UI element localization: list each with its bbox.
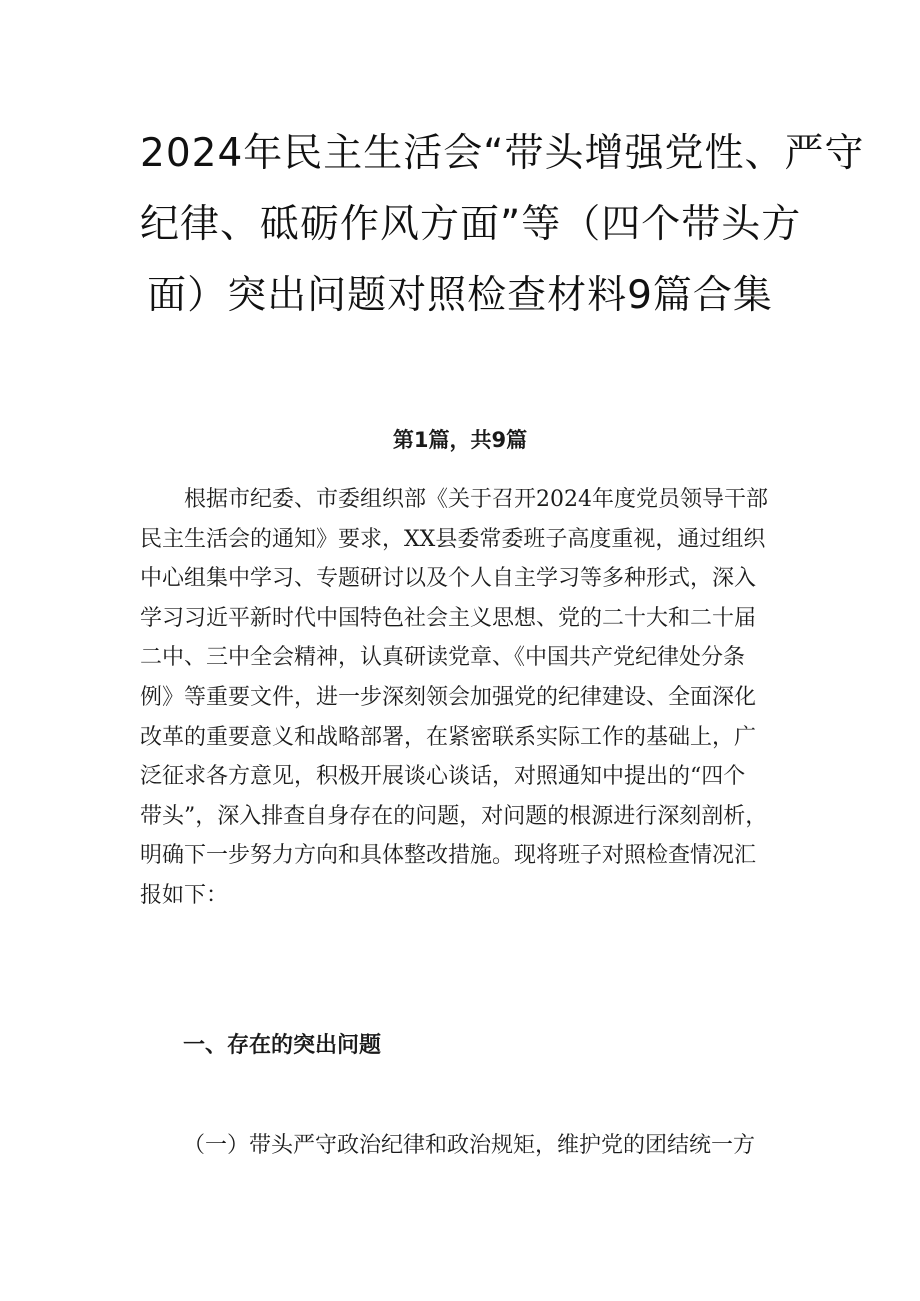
paragraph-line: 二中、三中全会精神，认真研读党章、《中国共产党纪律处分条 — [140, 645, 746, 671]
paragraph-line: 根据市纪委、市委组织部《关于召开2024年度党员领导干部 — [140, 487, 768, 512]
paragraph-line: 改革的重要意义和战略部署，在紧密联系实际工作的基础上，广 — [140, 724, 757, 750]
section-heading: 一、存在的突出问题 — [183, 1033, 382, 1058]
paragraph-line: 报如下： — [140, 882, 229, 908]
part-label: 第1篇，共9篇 — [392, 428, 528, 452]
paragraph-line: 中心组集中学习、专题研讨以及个人自主学习等多种形式，深入 — [140, 566, 757, 592]
paragraph-line: 学习习近平新时代中国特色社会主义思想、党的二十大和二十届 — [140, 605, 757, 631]
intro-paragraph — [140, 480, 800, 916]
document-title — [140, 118, 865, 331]
title-line: 纪律、砥砺作风方面”等（四个带头方 — [140, 202, 802, 247]
title-line: 2024年民主生活会“带头增强党性、严守 — [140, 131, 865, 176]
subsection-heading: （一）带头严守政治纪律和政治规矩，维护党的团结统一方 — [183, 1133, 756, 1158]
paragraph-line: 带头”，深入排查自身存在的问题，对问题的根源进行深刻剖析， — [140, 803, 768, 829]
paragraph-line: 泛征求各方意见，积极开展谈心谈话，对照通知中提出的“四个 — [140, 764, 746, 790]
paragraph-line: 明确下一步努力方向和具体整改措施。现将班子对照检查情况汇 — [140, 843, 757, 869]
title-line: 面）突出问题对照检查材料9篇合集 — [147, 273, 773, 318]
paragraph-line: 例》等重要文件，进一步深刻领会加强党的纪律建设、全面深化 — [140, 684, 757, 710]
paragraph-line: 民主生活会的通知》要求，XX县委常委班子高度重视，通过组织 — [140, 526, 766, 552]
